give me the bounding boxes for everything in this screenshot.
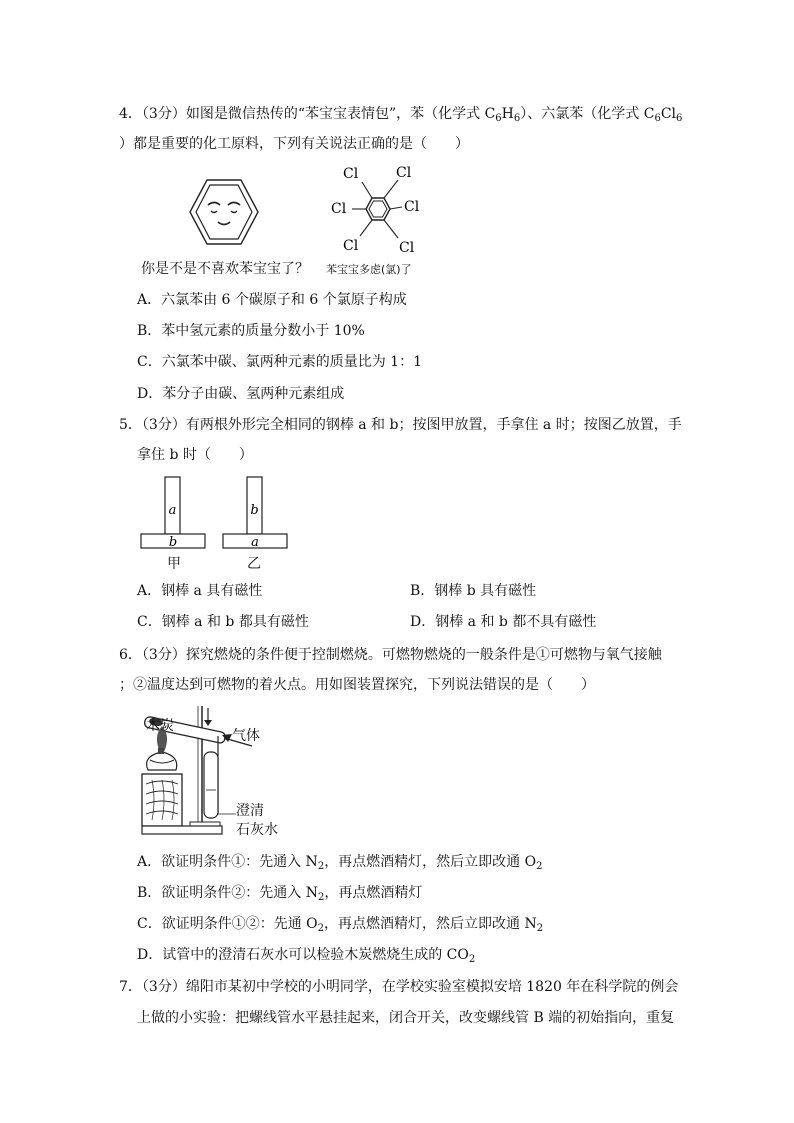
q6-stem-line1: 6．（3分）探究燃烧的条件便于控制燃烧。可燃物燃烧的一般条件是①可燃物与氧气接触 xyxy=(119,647,662,663)
q7-stem-line1: 7．（3分）绵阳市某初中学校的小明同学，在学校实验室模拟安培 1820 年在科学院的例会 xyxy=(119,979,679,995)
q4-option-d[interactable]: D．苯分子由碳、氢两种元素组成 xyxy=(137,386,345,402)
q4-option-a[interactable]: A．六氯苯由 6 个碳原子和 6 个氯原子构成 xyxy=(137,292,407,308)
cl-label: Cl xyxy=(404,199,420,215)
rod-label-a: a xyxy=(251,535,259,550)
figure-jia xyxy=(140,475,210,553)
q4-stem-line2: ）都是重要的化工原料，下列有关说法正确的是（ ） xyxy=(119,136,469,152)
q6-option-d[interactable]: D．试管中的澄清石灰水可以检验木炭燃烧生成的 $CO_2$ xyxy=(137,947,476,965)
q5-stem-line2: 拿住 b 时（ ） xyxy=(137,447,253,463)
cl-label: Cl xyxy=(343,238,359,254)
label-limewater-2: 石灰水 xyxy=(236,822,278,838)
q6-option-b[interactable]: B．欲证明条件②：先通入 $N_2$，再点燃酒精灯 xyxy=(137,885,423,903)
q5-option-a[interactable]: A．钢棒 a 具有磁性 xyxy=(137,583,263,599)
figure-yi xyxy=(222,475,292,553)
label-limewater-1: 澄清 xyxy=(236,803,264,819)
q4-caption-right: 苯宝宝多虑(氯)了 xyxy=(326,263,412,276)
q5-stem-line1: 5．（3分）有两根外形完全相同的钢棒 a 和 b；按图甲放置，手拿住 a 时；按图乙放置，手 xyxy=(119,417,682,433)
q5-option-c[interactable]: C．钢棒 a 和 b 都具有磁性 xyxy=(137,614,309,630)
figure-yi-caption: 乙 xyxy=(247,556,261,572)
q5-option-b[interactable]: B．钢棒 b 具有磁性 xyxy=(410,583,537,599)
label-gas: 气体 xyxy=(232,728,260,744)
benzene-face-figure xyxy=(188,178,260,246)
q5-option-d[interactable]: D．钢棒 a 和 b 都不具有磁性 xyxy=(410,614,597,630)
rod-label-b: b xyxy=(250,503,259,518)
cl-label: Cl xyxy=(396,165,412,181)
q4-stem-line1: 4．（3分）如图是微信热传的“苯宝宝表情包”，苯（化学式 $C_6H_6$）、六氯苯（化学式 $C_6Cl_6$ xyxy=(119,106,683,124)
cl-label: Cl xyxy=(399,240,415,256)
q6-stem-line2: ；②温度达到可燃物的着火点。用如图装置探究，下列说法错误的是（ ） xyxy=(119,677,595,693)
q4-option-c[interactable]: C．六氯苯中碳、氯两种元素的质量比为 1：1 xyxy=(137,354,422,370)
label-charcoal: 木炭 xyxy=(146,718,174,734)
rod-label-b: b xyxy=(168,535,178,550)
cl-label: Cl xyxy=(343,166,359,182)
cl-label: Cl xyxy=(331,201,347,217)
rod-label-a: a xyxy=(168,503,177,518)
q7-stem-line2: 上做的小实验：把螺线管水平悬挂起来，闭合开关，改变螺线管 B 端的初始指向，重复 xyxy=(137,1010,675,1026)
q6-option-a[interactable]: A．欲证明条件①：先通入 $N_2$，再点燃酒精灯，然后立即改通 $O_2$ xyxy=(137,854,543,872)
q4-caption-left: 你是不是不喜欢苯宝宝了？ xyxy=(141,261,309,277)
q4-option-b[interactable]: B．苯中氢元素的质量分数小于 10% xyxy=(137,323,365,339)
hexachlorobenzene-structure xyxy=(326,160,430,260)
figure-jia-caption: 甲 xyxy=(167,556,181,572)
q6-option-c[interactable]: C．欲证明条件①②：先通 $O_2$，再点燃酒精灯，然后立即改通 $N_2$ xyxy=(137,916,544,934)
